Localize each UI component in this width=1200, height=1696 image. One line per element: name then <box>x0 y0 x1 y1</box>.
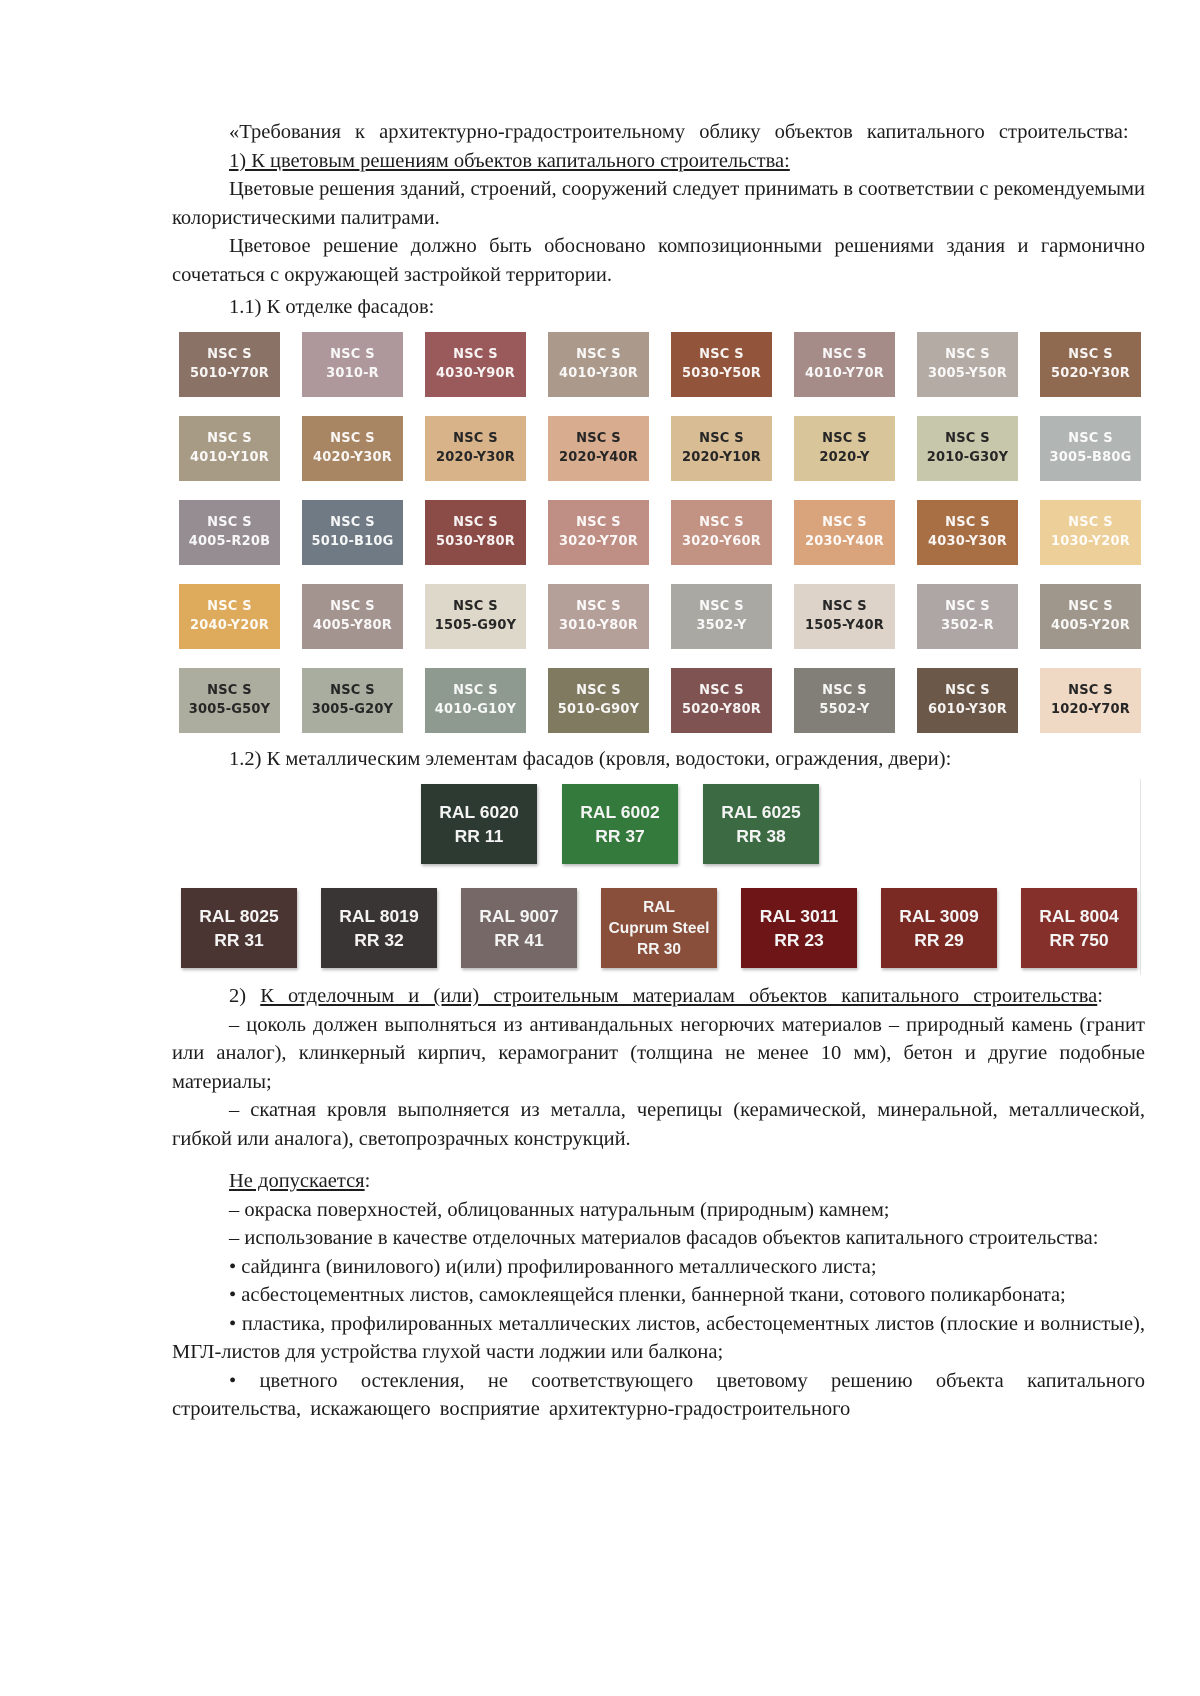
nsc-swatch-label: NSC S <box>945 347 990 362</box>
ral-swatch-line1: RAL 8004 <box>1039 906 1119 926</box>
ral-swatch-line1: RAL 6002 <box>580 802 660 822</box>
ral-swatch <box>461 888 577 968</box>
nsc-swatch <box>179 584 280 649</box>
not-allowed-heading-text: Не допускается <box>229 1170 365 1192</box>
nsc-swatch-code: 5030-Y80R <box>436 534 515 549</box>
colour-solutions-paragraph: Цветовые решения зданий, строений, сооружений следует принимать в соответствии с рекомендуемыми колористическими палитрами. <box>172 178 1145 229</box>
nsc-swatch-label: NSC S <box>1068 347 1113 362</box>
nsc-swatch-label: NSC S <box>945 431 990 446</box>
bullet-glazing: • цветного остекления, не соответствующего цветовому решению объекта капитального строительства, искажающего восприятие архитектурно-градостроительного <box>172 1369 1145 1420</box>
nsc-swatch-code: 3020-Y70R <box>559 534 638 549</box>
nsc-swatch-code: 1505-G90Y <box>434 618 517 633</box>
nsc-swatch-code: 4010-G10Y <box>434 702 517 717</box>
nsc-swatch <box>917 416 1018 481</box>
nsc-swatch-code: 4005-Y80R <box>313 618 392 633</box>
nsc-swatch-code: 5020-Y80R <box>682 702 761 717</box>
nsc-swatch-label: NSC S <box>945 599 990 614</box>
nsc-swatch <box>671 584 772 649</box>
ral-swatch-line2: RR 11 <box>454 826 504 846</box>
nsc-swatch-code: 3502-Y <box>696 618 747 633</box>
nsc-swatch-label: NSC S <box>699 431 744 446</box>
ral-swatch-line2: RR 32 <box>354 930 404 950</box>
nsc-swatch-label: NSC S <box>207 347 252 362</box>
nsc-swatch <box>179 668 280 733</box>
nsc-swatch <box>1040 668 1141 733</box>
nsc-swatch <box>548 500 649 565</box>
nsc-swatch-label: NSC S <box>330 683 375 698</box>
nsc-swatch-code: 2040-Y20R <box>190 618 269 633</box>
nsc-swatch-label: NSC S <box>453 431 498 446</box>
nsc-swatch <box>1040 500 1141 565</box>
ral-swatch-line2: RR 41 <box>494 930 544 950</box>
ral-swatch-row-top <box>421 784 819 864</box>
ral-swatch-area <box>172 779 1145 979</box>
nsc-swatch-code: 4010-Y10R <box>190 450 269 465</box>
nsc-swatch-label: NSC S <box>576 431 621 446</box>
nsc-swatch-label: NSC S <box>330 599 375 614</box>
nsc-swatch <box>671 416 772 481</box>
nsc-swatch-code: 2020-Y40R <box>559 450 638 465</box>
nsc-swatch-code: 2020-Y10R <box>682 450 761 465</box>
nsc-swatch <box>794 584 895 649</box>
nsc-swatch-label: NSC S <box>453 683 498 698</box>
ral-swatch-line1: RAL 9007 <box>479 906 559 926</box>
ral-swatch-line1: RAL 3009 <box>899 906 979 926</box>
bullet-siding: • сайдинга (винилового) и(или) профилированного металлического листа; <box>229 1255 877 1278</box>
colour-justification-paragraph: Цветовое решение должно быть обосновано композиционными решениями здания и гармонично сочетаться с окружающей застройкой территории. <box>172 235 1145 286</box>
nsc-swatch-label: NSC S <box>576 515 621 530</box>
nsc-swatch-label: NSC S <box>1068 599 1113 614</box>
nsc-swatch-code: 1030-Y20R <box>1051 534 1130 549</box>
section-2-heading <box>172 982 1145 1011</box>
nsc-swatch <box>179 416 280 481</box>
nsc-swatch-label: NSC S <box>453 515 498 530</box>
nsc-swatch-label: NSC S <box>330 515 375 530</box>
nsc-swatch-label: NSC S <box>1068 683 1113 698</box>
nsc-swatch-label: NSC S <box>330 347 375 362</box>
ral-swatch-line1: RAL 6020 <box>439 802 519 822</box>
nsc-swatch <box>302 584 403 649</box>
nsc-swatch-label: NSC S <box>207 515 252 530</box>
ral-swatch <box>321 888 437 968</box>
ral-swatch-line2: RR 750 <box>1049 930 1109 950</box>
nsc-swatch-code: 3005-G50Y <box>188 702 271 717</box>
nsc-swatch-code: 1020-Y70R <box>1051 702 1130 717</box>
nsc-swatch <box>302 668 403 733</box>
nsc-swatch <box>671 500 772 565</box>
nsc-swatch-code: 2010-G30Y <box>926 450 1009 465</box>
ral-swatch-line1: RAL <box>643 898 675 916</box>
item-1-heading-text: 1) К цветовым решениям объектов капитального строительства: <box>229 149 790 172</box>
ral-swatch <box>881 888 997 968</box>
nsc-swatch-label: NSC S <box>1068 515 1113 530</box>
nsc-swatch-label: NSC S <box>330 431 375 446</box>
nsc-swatch-label: NSC S <box>699 599 744 614</box>
nsc-swatch <box>179 332 280 397</box>
nsc-swatch-code: 4030-Y30R <box>928 534 1007 549</box>
ral-swatch-line1: RAL 3011 <box>759 906 839 926</box>
item-1-heading <box>172 147 1145 176</box>
ral-swatch-line1: RAL 8019 <box>339 906 419 926</box>
ral-swatch-line2: Cuprum Steel <box>608 919 710 937</box>
nsc-swatch-label: NSC S <box>822 683 867 698</box>
ral-swatch <box>181 888 297 968</box>
nsc-swatch <box>917 668 1018 733</box>
ral-swatch <box>1021 888 1137 968</box>
nsc-swatch-label: NSC S <box>1068 431 1113 446</box>
ral-swatch-line2: RR 37 <box>595 826 645 846</box>
nsc-swatch-code: 5010-B10G <box>311 534 394 549</box>
nsc-swatch <box>179 500 280 565</box>
bullet-plastic: • пластика, профилированных металлических листов, асбестоцементных листов (плоские и волнистые), МГЛ-листов для устройства глухой части лоджии или балкона; <box>172 1312 1145 1363</box>
nsc-swatch <box>794 668 895 733</box>
nsc-swatch-label: NSC S <box>576 683 621 698</box>
nsc-swatch-code: 4020-Y30R <box>313 450 392 465</box>
nsc-swatch-label: NSC S <box>945 515 990 530</box>
nsc-swatch-code: 2030-Y40R <box>805 534 884 549</box>
nsc-swatch <box>1040 332 1141 397</box>
ral-swatch-row-bottom <box>181 888 1137 968</box>
nsc-swatch-code: 4030-Y90R <box>436 366 515 381</box>
nsc-swatch-label: NSC S <box>822 347 867 362</box>
nsc-swatch-label: NSC S <box>699 347 744 362</box>
nsc-swatch-code: 5030-Y50R <box>682 366 761 381</box>
nsc-swatch-code: 3005-G20Y <box>311 702 394 717</box>
nsc-swatch <box>917 584 1018 649</box>
nsc-swatch <box>548 332 649 397</box>
section-2-heading-colon: : <box>1097 985 1103 1007</box>
ral-swatch-line2: RR 31 <box>214 930 264 950</box>
nsc-swatch-label: NSC S <box>453 347 498 362</box>
ral-swatch <box>703 784 819 864</box>
ral-swatch-line1: RAL 6025 <box>721 802 801 822</box>
nsc-swatch-code: 2020-Y30R <box>436 450 515 465</box>
nsc-swatch <box>425 668 526 733</box>
ral-swatch <box>562 784 678 864</box>
nsc-swatch-code: 3010-Y80R <box>559 618 638 633</box>
section-2-heading-text: К отделочным и (или) строительным материалам объектов капитального строительства <box>260 985 1098 1007</box>
nsc-swatch <box>548 416 649 481</box>
nsc-swatch-code: 5010-G90Y <box>557 702 640 717</box>
nsc-swatch <box>1040 416 1141 481</box>
nsc-swatch <box>425 416 526 481</box>
ral-swatch <box>601 888 717 968</box>
nsc-swatch <box>425 500 526 565</box>
nsc-swatch-label: NSC S <box>945 683 990 698</box>
nsc-swatch <box>302 332 403 397</box>
nsc-swatch <box>548 668 649 733</box>
item-1-1-heading: 1.1) К отделке фасадов: <box>229 296 435 318</box>
ral-swatch-line1: RAL 8025 <box>199 906 279 926</box>
nsc-swatch <box>425 332 526 397</box>
nsc-swatch-code: 5020-Y30R <box>1051 366 1130 381</box>
bullet-asbestos: • асбестоцементных листов, самоклеящейся пленки, баннерной ткани, сотового поликарбоната; <box>229 1284 1066 1306</box>
nsc-swatch-code: 3502-R <box>941 618 994 633</box>
nsc-swatch <box>917 332 1018 397</box>
section-2-number: 2) <box>229 985 261 1007</box>
not-allowed-item-painting: – окраска поверхностей, облицованных натуральным (природным) камнем; <box>229 1198 890 1221</box>
nsc-swatch <box>794 332 895 397</box>
ral-swatch-line2: RR 29 <box>914 930 964 950</box>
not-allowed-heading-colon: : <box>364 1170 371 1192</box>
nsc-swatch-label: NSC S <box>207 683 252 698</box>
nsc-swatch <box>548 584 649 649</box>
nsc-swatch <box>302 416 403 481</box>
nsc-swatch-label: NSC S <box>576 347 621 362</box>
ral-swatch <box>421 784 537 864</box>
nsc-swatch <box>671 668 772 733</box>
nsc-swatch-code: 1505-Y40R <box>805 618 884 633</box>
intro-paragraph: «Требования к архитектурно-градостроительному облику объектов капитального строительства: <box>229 121 1129 143</box>
roof-requirement: – скатная кровля выполняется из металла, черепицы (керамической, минеральной, металлической, гибкой или аналога), светопрозрачных конструкций. <box>172 1099 1145 1150</box>
item-1-2-heading: 1.2) К металлическим элементам фасадов (кровля, водостоки, ограждения, двери): <box>229 747 952 770</box>
nsc-swatch-code: 2020-Y <box>819 450 870 465</box>
plinth-requirement: – цоколь должен выполняться из антивандальных негорючих материалов – природный камень (гранит или аналог), клинкерный кирпич, керамогранит (толщина не менее 10 мм), бетон и другие подобные материалы; <box>172 1013 1145 1093</box>
nsc-swatch <box>794 500 895 565</box>
nsc-swatch-label: NSC S <box>699 515 744 530</box>
nsc-swatch-label: NSC S <box>699 683 744 698</box>
nsc-swatch <box>425 584 526 649</box>
nsc-swatch-code: 3020-Y60R <box>682 534 761 549</box>
nsc-swatch-label: NSC S <box>207 599 252 614</box>
not-allowed-item-materials: – использование в качестве отделочных материалов фасадов объектов капитального строительства: <box>229 1227 1099 1249</box>
nsc-swatch-label: NSC S <box>822 431 867 446</box>
nsc-swatch-code: 5502-Y <box>819 702 870 717</box>
ral-swatch <box>741 888 857 968</box>
nsc-swatch-label: NSC S <box>822 599 867 614</box>
nsc-swatch <box>1040 584 1141 649</box>
ral-swatch-line2: RR 23 <box>774 930 824 950</box>
nsc-swatch-code: 6010-Y30R <box>928 702 1007 717</box>
nsc-swatch <box>671 332 772 397</box>
nsc-swatch-label: NSC S <box>453 599 498 614</box>
nsc-swatch-code: 4005-Y20R <box>1051 618 1130 633</box>
nsc-swatch-code: 3010-R <box>326 366 379 381</box>
nsc-swatch-label: NSC S <box>207 431 252 446</box>
nsc-swatch <box>917 500 1018 565</box>
not-allowed-heading <box>172 1167 1145 1196</box>
ral-swatch-line3: RR 30 <box>637 940 681 958</box>
nsc-swatch-code: 4010-Y70R <box>805 366 884 381</box>
nsc-swatch-label: NSC S <box>822 515 867 530</box>
nsc-swatch-code: 5010-Y70R <box>190 366 269 381</box>
nsc-swatch-code: 3005-Y50R <box>928 366 1007 381</box>
nsc-swatch-code: 3005-B80G <box>1049 450 1132 465</box>
nsc-swatch-code: 4010-Y30R <box>559 366 638 381</box>
document-page <box>172 118 1145 1424</box>
nsc-swatch-grid <box>179 332 1145 733</box>
nsc-swatch-code: 4005-R20B <box>188 534 271 549</box>
nsc-swatch <box>794 416 895 481</box>
ral-swatch-line2: RR 38 <box>736 826 786 846</box>
nsc-swatch-label: NSC S <box>576 599 621 614</box>
nsc-swatch <box>302 500 403 565</box>
